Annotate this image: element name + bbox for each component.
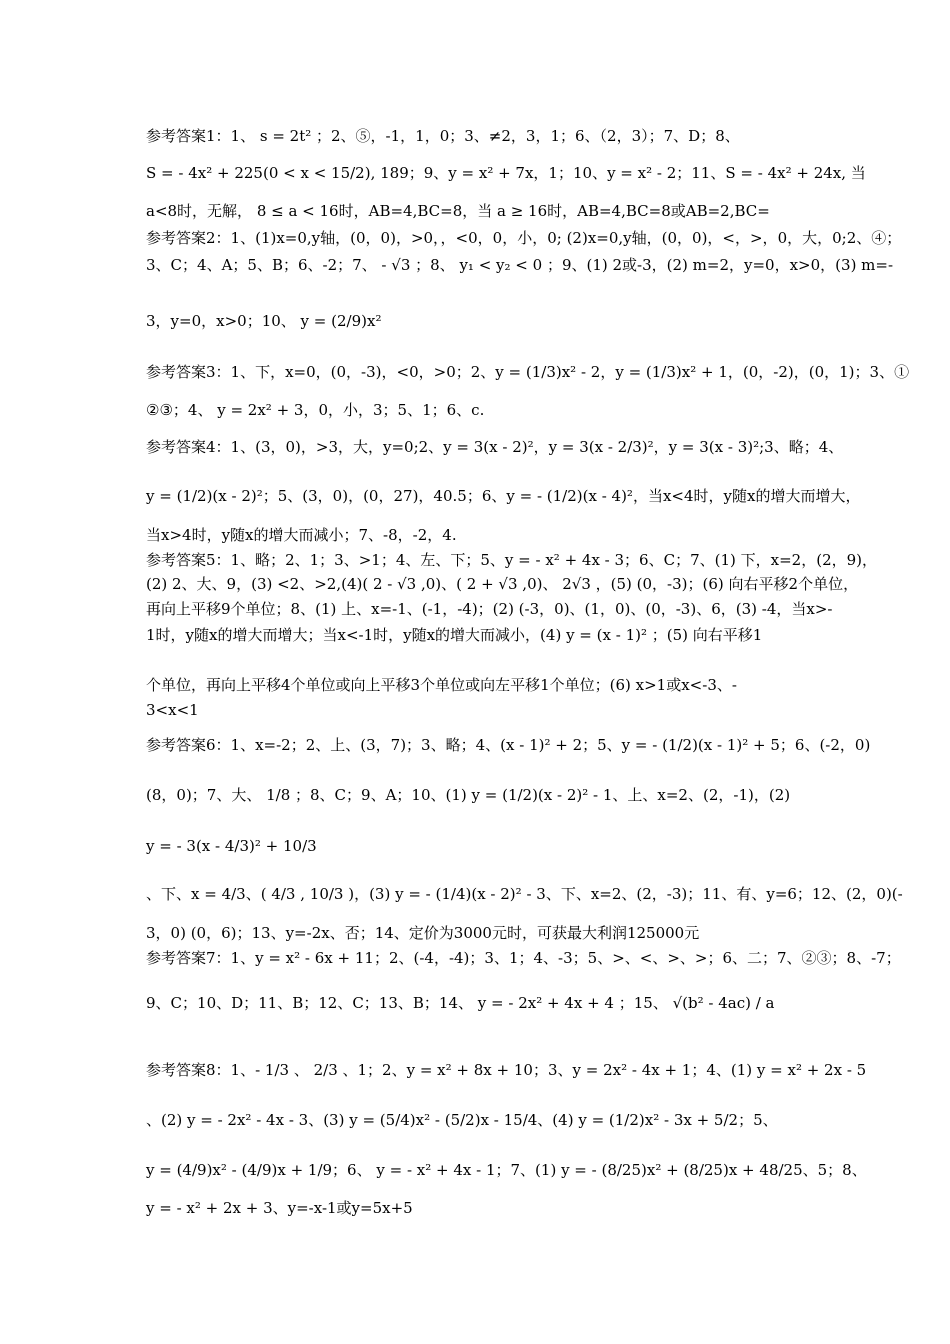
answer-line: S = - 4x² + 225(0 < x < 15/2), 189；9、y = x² + 7x，1；10、y = x² - 2；11、S = - 4x² + 24x, 当: [146, 164, 866, 182]
answer-line: 参考答案7：1、y = x² - 6x + 11；2、(-4，-4)；3、1；4、-3；5、>、<、>、>；6、二；7、②③；8、-7；: [146, 949, 901, 967]
answer-line: 参考答案6：1、x=-2；2、上、(3，7)；3、略；4、(x - 1)² + 2；5、y = - (1/2)(x - 1)² + 5；6、(-2，0): [146, 736, 871, 754]
answer-line: 、下、x = 4/3、( 4/3 , 10/3 )，(3) y = - (1/4)(x - 2)² - 3、下、x=2、(2，-3)；11、有、y=6；12、(2，0)(-: [146, 885, 903, 903]
answer-line: 3<x<1: [146, 701, 199, 719]
answer-line: 3，0) (0，6)；13、y=-2x、否；14、定价为3000元时，可获最大利润125000元: [146, 924, 700, 942]
answer-line: 、(2) y = - 2x² - 4x - 3、(3) y = (5/4)x² - (5/2)x - 15/4、(4) y = (1/2)x² - 3x + 5/2；5、: [146, 1111, 778, 1129]
answer-line: 个单位，再向上平移4个单位或向上平移3个单位或向左平移1个单位；(6) x>1或x<-3、-: [146, 676, 737, 694]
answer-line: 参考答案2：1、(1)x=0,y轴，(0，0)，>0，，<0，0，小，0; (2)x=0,y轴，(0，0)，<，>，0，大，0;2、④；: [146, 229, 902, 247]
answer-line: 参考答案5：1、略；2、1；3、>1；4、左、下；5、y = - x² + 4x - 3；6、C；7、(1) 下，x=2，(2，9)，: [146, 551, 878, 569]
answer-line: 3、C；4、A；5、B；6、-2；7、 - √3 ；8、 y₁ < y₂ < 0 ；9、(1) 2或-3，(2) m=2，y=0，x>0，(3) m=-: [146, 256, 894, 274]
answer-line: ②③；4、 y = 2x² + 3，0，小，3；5、1；6、c.: [146, 401, 485, 419]
answer-line: y = (4/9)x² - (4/9)x + 1/9；6、 y = - x² + 4x - 1；7、(1) y = - (8/25)x² + (8/25)x + 48/25、5；8、: [146, 1161, 867, 1179]
answer-line: y = - x² + 2x + 3、y=-x-1或y=5x+5: [146, 1199, 413, 1217]
answer-line: (2) 2、大、9，(3) <2、>2,(4)( 2 - √3 ,0)、( 2 + √3 ,0)、 2√3 ，(5) (0，-3)；(6) 向右平移2个单位，: [146, 575, 859, 593]
answer-line: 参考答案8：1、- 1/3 、 2/3 、1；2、y = x² + 8x + 10；3、y = 2x² - 4x + 1；4、(1) y = x² + 2x - 5: [146, 1061, 867, 1079]
answer-line: (8，0)；7、大、 1/8 ；8、C；9、A；10、(1) y = (1/2)(x - 2)² - 1、上、x=2、(2，-1)，(2): [146, 786, 791, 804]
answer-line: 参考答案3：1、下，x=0，(0，-3)，<0，>0；2、y = (1/3)x² - 2，y = (1/3)x² + 1，(0，-2)，(0，1)；3、①: [146, 363, 910, 381]
answer-line: 3，y=0，x>0；10、 y = (2/9)x²: [146, 312, 382, 330]
answer-line: 参考答案4：1、(3，0)，>3，大，y=0;2、y = 3(x - 2)²，y = 3(x - 2/3)²，y = 3(x - 3)²;3、略；4、: [146, 438, 844, 456]
answer-line: y = - 3(x - 4/3)² + 10/3: [146, 837, 317, 855]
answer-line: 9、C；10、D；11、B；12、C；13、B；14、 y = - 2x² + 4x + 4 ；15、 √(b² - 4ac) / a: [146, 994, 775, 1012]
answer-line: 再向上平移9个单位；8、(1) 上、x=-1、(-1，-4)；(2) (-3，0)、(1，0)、(0，-3)、6，(3) -4，当x>-: [146, 600, 833, 618]
answer-line: 参考答案1：1、 s = 2t² ；2、⑤，-1，1，0；3、≠2，3，1；6、（2，3）；7、D；8、: [146, 127, 740, 145]
answer-line: 1时，y随x的增大而增大；当x<-1时，y随x的增大而减小，(4) y = (x - 1)² ；(5) 向右平移1: [146, 626, 763, 644]
answer-line: y = (1/2)(x - 2)²；5、(3，0)，(0，27)，40.5；6、y = - (1/2)(x - 4)²，当x<4时，y随x的增大而增大，: [146, 487, 861, 505]
answer-line: a<8时，无解， 8 ≤ a < 16时，AB=4,BC=8，当 a ≥ 16时，AB=4,BC=8或AB=2,BC=: [146, 202, 770, 220]
answer-line: 当x>4时，y随x的增大而减小；7、-8，-2，4.: [146, 526, 457, 544]
